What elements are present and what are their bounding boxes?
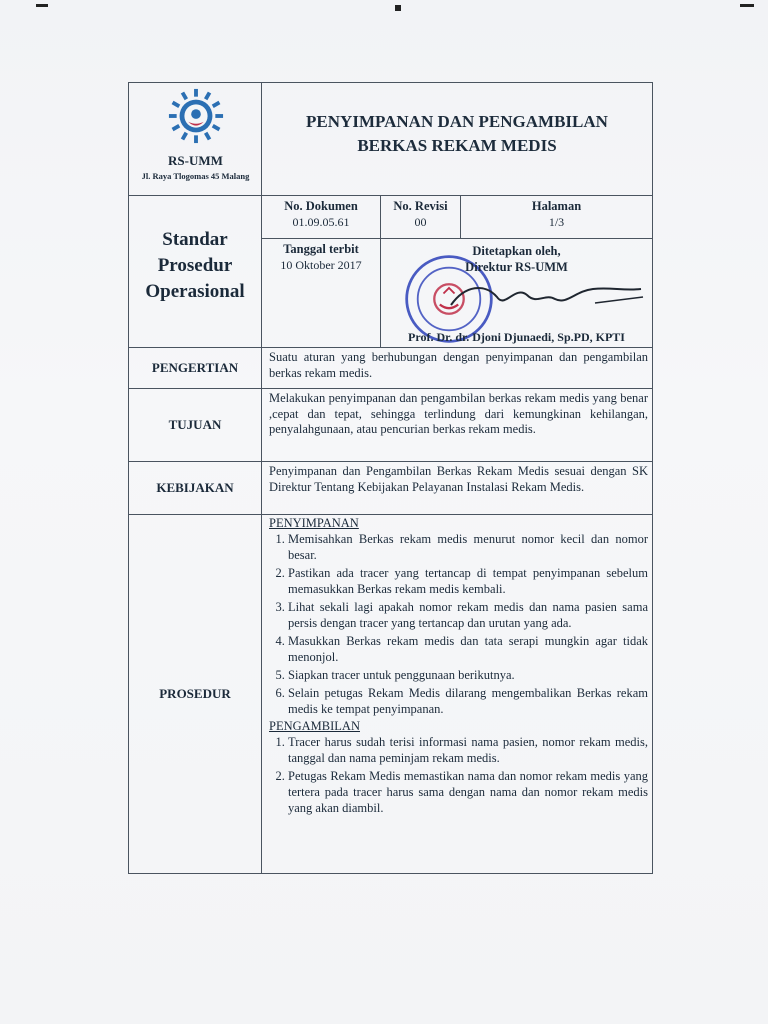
hospital-logo-icon: [167, 87, 225, 145]
doc-number-label: No. Dokumen: [284, 199, 358, 213]
issue-date-cell: [262, 239, 381, 348]
logo-cell: [129, 83, 262, 196]
hospital-name: RS-UMM: [168, 153, 223, 168]
page-number-cell: [461, 196, 653, 239]
list-item: 2. Pastikan ada tracer yang tertancap di tempat penyimpanan sebelum memasukkan Berkas rekam medis kembali.: [288, 565, 648, 597]
penyimpanan-steps: [262, 531, 652, 717]
pengertian-label: PENGERTIAN: [151, 360, 239, 375]
tujuan-text: Melakukan penyimpanan dan pengambilan berkas rekam medis yang benar ,cepat dan tepat, sehingga terlindung dari kemungkinan kehilangan, penyalahgunaan, atau pencurian berkas rekam medis.: [269, 391, 648, 436]
penyimpanan-heading: PENYIMPANAN: [269, 516, 359, 530]
title-line-1: PENYIMPANAN DAN PENGAMBILAN: [306, 112, 608, 131]
tujuan-label: TUJUAN: [168, 417, 222, 432]
page-number: 1/3: [548, 215, 565, 229]
pengertian-label-cell: [129, 348, 262, 389]
page-label: Halaman: [531, 199, 582, 213]
prosedur-label-cell: [129, 515, 262, 874]
list-item: 1. Tracer harus sudah terisi informasi nama pasien, nomor rekam medis, tanggal dan nama peminjam rekam medis.: [288, 734, 648, 766]
pengambilan-heading: PENGAMBILAN: [269, 719, 360, 733]
pengambilan-steps: [262, 734, 652, 816]
document-title-cell: [262, 83, 653, 196]
revision-label: No. Revisi: [393, 199, 448, 213]
approval-line-2: Direktur RS-UMM: [465, 260, 568, 274]
kebijakan-content-cell: [262, 462, 653, 515]
issue-date-label: Tanggal terbit: [283, 242, 359, 256]
list-item: 2. Petugas Rekam Medis memastikan nama dan nomor rekam medis yang tertera pada tracer harus sama dengan nama dan nomor rekam medis yang akan diambil.: [288, 768, 648, 816]
document-title: [262, 83, 652, 158]
list-item: 3. Lihat sekali lagi apakah nomor rekam medis dan nama pasien sama persis dengan tracer yang tertancap dan urutan yang ada.: [288, 599, 648, 631]
prosedur-content-cell: [262, 515, 653, 874]
issue-date: 10 Oktober 2017: [280, 258, 362, 272]
list-item: 1. Memisahkan Berkas rekam medis menurut nomor kecil dan nomor besar.: [288, 531, 648, 563]
revision-number: 00: [414, 215, 427, 229]
prosedur-label: PROSEDUR: [159, 686, 231, 701]
kebijakan-label: KEBIJAKAN: [156, 480, 234, 495]
kebijakan-label-cell: [129, 462, 262, 515]
list-item: 5. Siapkan tracer untuk penggunaan berikutnya.: [288, 667, 648, 683]
sop-label-line-3: Operasional: [145, 281, 245, 302]
sop-document: [128, 82, 652, 875]
kebijakan-text: Penyimpanan dan Pengambilan Berkas Rekam Medis sesuai dengan SK Direktur Tentang Kebijakan Pelayanan Instalasi Rekam Medis.: [269, 464, 648, 494]
signatory-name: Prof. Dr. dr. Djoni Djunaedi, Sp.PD, KPTI: [408, 330, 625, 344]
pengertian-text: Suatu aturan yang berhubungan dengan penyimpanan dan pengambilan berkas rekam medis.: [269, 350, 648, 380]
doc-number: 01.09.05.61: [292, 215, 350, 229]
sop-label: [129, 196, 261, 305]
approval-cell: [381, 239, 653, 348]
approval-line-1: Ditetapkan oleh,: [472, 244, 561, 258]
list-item: 6. Selain petugas Rekam Medis dilarang mengembalikan Berkas rekam medis ke tempat penyimpanan.: [288, 685, 648, 717]
title-line-2: BERKAS REKAM MEDIS: [357, 136, 557, 155]
hospital-address: Jl. Raya Tlogomas 45 Malang: [141, 171, 250, 181]
scan-marks: [0, 0, 768, 6]
revision-cell: [381, 196, 461, 239]
sop-label-line-1: Standar: [162, 229, 228, 250]
tujuan-label-cell: [129, 389, 262, 462]
pengertian-content-cell: [262, 348, 653, 389]
sop-table: [128, 82, 653, 874]
signature-icon: [445, 275, 645, 319]
tujuan-content-cell: [262, 389, 653, 462]
sop-label-cell: [129, 196, 262, 348]
list-item: 4. Masukkan Berkas rekam medis dan tata serapi mungkin agar tidak menonjol.: [288, 633, 648, 665]
sop-label-line-2: Prosedur: [157, 255, 233, 276]
approval-text: [381, 243, 652, 275]
doc-number-cell: [262, 196, 381, 239]
